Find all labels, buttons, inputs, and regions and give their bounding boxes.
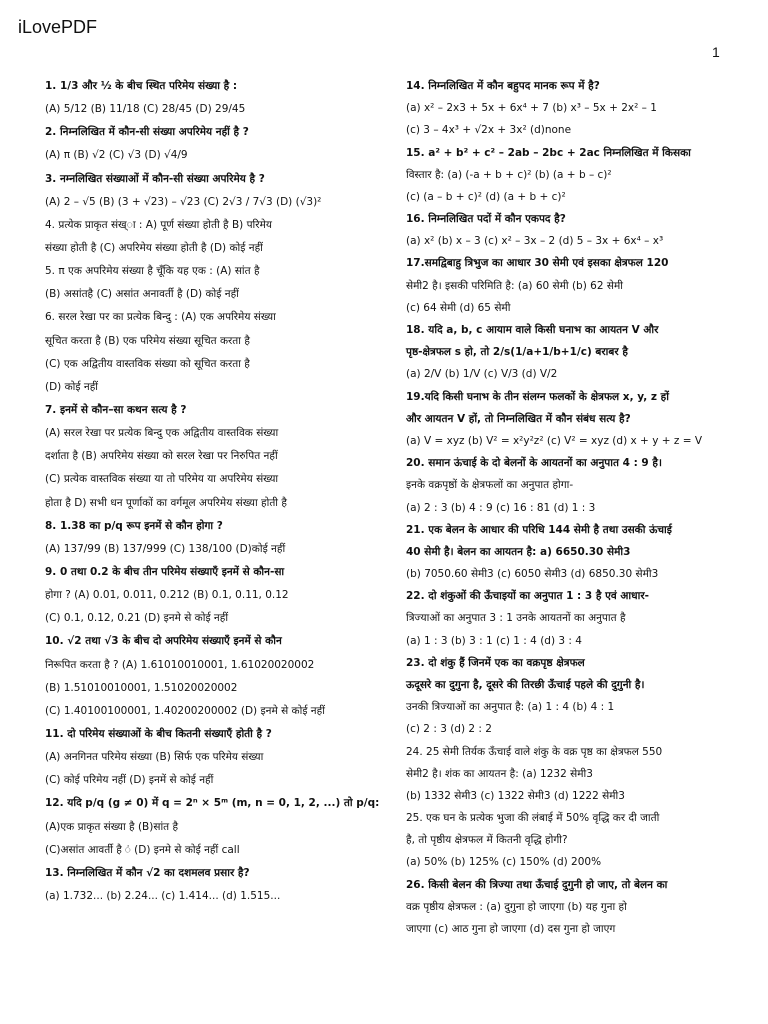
text-line: 11. दो परिमेय संख्याओं के बीच कितनी संख्याएँ होती है ? bbox=[45, 728, 272, 740]
text-line: (C) 1.40100100001, 1.40200200002 (D) इनमे से कोई नहीं bbox=[45, 704, 325, 717]
text-line: (b) 7050.60 सेमी3 (c) 6050 सेमी3 (d) 6850.30 सेमी3 bbox=[406, 568, 659, 581]
text-line: (A) π (B) √2 (C) √3 (D) √4/9 bbox=[45, 149, 188, 162]
text-line: (c) 64 सेमी (d) 65 सेमी bbox=[406, 301, 511, 314]
text-line: 8. 1.38 का p/q रूप इनमें से कौन होगा ? bbox=[45, 519, 223, 532]
text-line: सेमी2 है। इसकी परिमिति है: (a) 60 सेमी (b) 62 सेमी bbox=[406, 279, 623, 292]
text-line: (A)एक प्राकृत संख्या है (B)सांत है bbox=[45, 820, 179, 833]
text-line: विस्तार है: (a) (-a + b + c)² (b) (a + b – c)² bbox=[406, 168, 612, 181]
text-line: 25. एक घन के प्रत्येक भुजा की लंबाई में 50% वृद्धि कर दी जाती bbox=[406, 812, 660, 825]
text-line: (A) सरल रेखा पर प्रत्येक बिन्दु एक अद्वितीय वास्तविक संख्या bbox=[45, 427, 279, 440]
text-line: (C) एक अद्वितीय वास्तविक संख्या को सूचित करता है bbox=[45, 357, 250, 370]
text-line: (A) अनगिनत परिमेय संख्या (B) सिर्फ एक परिमेय संख्या bbox=[45, 751, 264, 764]
text-line: 10. √2 तथा √3 के बीच दो अपरिमेय संख्याएँ इनमें से कौन bbox=[45, 635, 282, 648]
text-line: होता है D) सभी धन पूर्णाकों का वर्गमूल अपरिमेय संख्या होती है bbox=[45, 496, 287, 509]
text-line: पृष्ठ-क्षेत्रफल s हो, तो 2/s(1/a+1/b+1/c) बराबर है bbox=[406, 346, 628, 359]
text-line: (a) 50% (b) 125% (c) 150% (d) 200% bbox=[406, 856, 602, 869]
text-line: ऊदूसरे का दुगुना है, दूसरे की तिरछी ऊँचाई पहले की दुगुनी है। bbox=[406, 678, 645, 691]
text-line: 15. a² + b² + c² – 2ab – 2bc + 2ac निम्नलिखित में किसका bbox=[406, 146, 691, 159]
text-line: संख्या होती है (C) अपरिमेय संख्या होती है (D) कोई नहीं bbox=[45, 242, 263, 254]
text-line: 5. π एक अपरिमेय संख्या है चूँकि यह एक : (A) सांत है bbox=[45, 265, 260, 278]
text-line: (A) 137/99 (B) 137/999 (C) 138/100 (D)कोई नहीं bbox=[45, 542, 286, 555]
text-line: है, तो पृष्ठीय क्षेत्रफल में कितनी वृद्धि होगी? bbox=[406, 834, 568, 847]
text-line: (B) 1.51010010001, 1.51020020002 bbox=[45, 681, 238, 694]
text-line: (c) (a – b + c)² (d) (a + b + c)² bbox=[406, 190, 566, 203]
text-line: (C) कोई परिमेय नहीं (D) इनमें से कोई नहीं bbox=[45, 774, 214, 787]
text-line: 4. प्रत्येक प्राकृत संख्ा : A) पूर्ण संख्या होती है B) परिमेय bbox=[45, 218, 272, 231]
text-line: 9. 0 तथा 0.2 के बीच तीन परिमेय संख्याएँ इनमें से कौन-सा bbox=[45, 566, 285, 578]
text-line: (a) x² – 2x3 + 5x + 6x⁴ + 7 (b) x³ – 5x + 2x² – 1 bbox=[406, 102, 657, 115]
text-line: और आयतन V हों, तो निम्नलिखित में कौन संबंध सत्य है? bbox=[406, 412, 631, 425]
text-line: सेमी2 है। शंक का आयतन है: (a) 1232 सेमी3 bbox=[406, 767, 593, 780]
text-line: (a) 2 : 3 (b) 4 : 9 (c) 16 : 81 (d) 1 : 3 bbox=[406, 501, 596, 514]
text-line: (A) 5/12 (B) 11/18 (C) 28/45 (D) 29/45 bbox=[45, 103, 246, 116]
text-line: 16. निम्नलिखित पदों में कौन एकपद है? bbox=[406, 213, 566, 226]
text-line: इनके वक्रपृष्ठों के क्षेत्रफलों का अनुपात होगा- bbox=[406, 479, 574, 492]
text-line: निरूपित करता है ? (A) 1.61010010001, 1.61020020002 bbox=[45, 658, 315, 671]
text-line: (C)असांत आवर्ती है ं (D) इनमे से कोई नहीं call bbox=[45, 843, 240, 856]
text-line: 6. सरल रेखा पर का प्रत्येक बिन्दु : (A) एक अपरिमेय संख्या bbox=[45, 311, 276, 324]
text-line: (b) 1332 सेमी3 (c) 1322 सेमी3 (d) 1222 सेमी3 bbox=[406, 789, 625, 802]
text-line: 17.समद्विबाहु त्रिभुज का आधार 30 सेमी एवं इसका क्षेत्रफल 120 bbox=[406, 257, 669, 270]
text-line: (B) असांतहै (C) असांत अनावर्ती है (D) कोई नहीं bbox=[45, 288, 239, 301]
text-line: 12. यदि p/q (g ≠ 0) में q = 2ⁿ × 5ᵐ (m, n = 0, 1, 2, ...) तो p/q: bbox=[45, 797, 380, 810]
text-line: (C) प्रत्येक वास्तविक संख्या या तो परिमेय या अपरिमेय संख्या bbox=[45, 473, 279, 486]
text-line: 2. निम्नलिखित में कौन-सी संख्या अपरिमेय नहीं है ? bbox=[45, 126, 249, 139]
text-line: 1. 1/3 और ½ के बीच स्थित परिमेय संख्या है : bbox=[45, 80, 238, 92]
text-line: उनकी त्रिज्याओं का अनुपात है: (a) 1 : 4 (b) 4 : 1 bbox=[406, 701, 615, 714]
text-line: 3. नम्नलिखित संख्याओं में कौन-सी संख्या अपरिमेय है ? bbox=[45, 172, 265, 185]
page-number: 1 bbox=[712, 44, 720, 60]
text-line: (A) 2 – √5 (B) (3 + √23) – √23 (C) 2√3 / 7√3 (D) (√3)² bbox=[45, 195, 322, 208]
text-line: 23. दो शंकु हैं जिनमें एक का वक्रपृष्ठ क्षेत्रफल bbox=[406, 656, 585, 669]
text-line: 14. निम्नलिखित में कौन बहुपद मानक रूप में है? bbox=[406, 80, 600, 92]
text-line: जाएगा (c) आठ गुना हो जाएगा (d) दस गुना हो जाएग bbox=[406, 923, 616, 935]
text-line: 7. इनमें से कौन–सा कथन सत्य है ? bbox=[45, 404, 187, 416]
text-line: (a) 1 : 3 (b) 3 : 1 (c) 1 : 4 (d) 3 : 4 bbox=[406, 634, 582, 647]
text-line: (a) V = xyz (b) V² = x²y²z² (c) V² = xyz (d) x + y + z = V bbox=[406, 434, 703, 447]
text-line: सूचित करता है (B) एक परिमेय संख्या सूचित करता है bbox=[45, 334, 250, 347]
text-line: त्रिज्याओं का अनुपात 3 : 1 उनके आयतनों का अनुपात है bbox=[406, 612, 626, 625]
text-line: (D) कोई नहीं bbox=[45, 380, 99, 393]
text-line: (c) 3 – 4x³ + √2x + 3x² (d)none bbox=[406, 124, 572, 137]
text-line: 18. यदि a, b, c आयाम वाले किसी घनाभ का आयतन V और bbox=[406, 324, 659, 337]
text-line: (a) x² (b) x – 3 (c) x² – 3x – 2 (d) 5 – 3x + 6x⁴ – x³ bbox=[406, 235, 664, 248]
text-line: 40 सेमी है। बेलन का आयतन है: a) 6650.30 सेमी3 bbox=[406, 545, 631, 558]
text-line: 22. दो शंकुओं की ऊँचाइयों का अनुपात 1 : 3 है एवं आधार- bbox=[406, 590, 649, 603]
text-line: 26. किसी बेलन की त्रिज्या तथा ऊँचाई दुगुनी हो जाए, तो बेलन का bbox=[406, 878, 668, 891]
text-line: (a) 2/V (b) 1/V (c) V/3 (d) V/2 bbox=[406, 368, 558, 381]
text-line: दर्शाता है (B) अपरिमेय संख्या को सरल रेखा पर निरुपित नहीं bbox=[45, 450, 278, 463]
brand-logo-text: iLovePDF bbox=[18, 17, 98, 37]
text-line: (a) 1.732... (b) 2.24... (c) 1.414... (d) 1.515... bbox=[45, 890, 281, 902]
text-line: 13. निम्नलिखित में कौन √2 का दशमलव प्रसार है? bbox=[45, 866, 250, 879]
text-line: (c) 2 : 3 (d) 2 : 2 bbox=[406, 723, 492, 736]
text-line: (C) 0.1, 0.12, 0.21 (D) इनमे से कोई नहीं bbox=[45, 612, 229, 625]
text-line: 21. एक बेलन के आधार की परिधि 144 सेमी है तथा उसकी ऊंचाई bbox=[406, 523, 672, 536]
text-line: 19.यदि किसी घनाभ के तीन संलग्न फलकों के क्षेत्रफल x, y, z हों bbox=[406, 390, 669, 403]
text-line: 24. 25 सेमी तिर्यक ऊँचाई वाले शंकु के वक्र पृष्ठ का क्षेत्रफल 550 bbox=[406, 745, 663, 758]
text-line: होगा ? (A) 0.01, 0.011, 0.212 (B) 0.1, 0.11, 0.12 bbox=[45, 589, 289, 602]
text-line: वक्र पृष्ठीय क्षेत्रफल : (a) दुगुना हो जाएगा (b) यह गुना हो bbox=[406, 900, 627, 913]
text-line: 20. समान ऊंचाई के दो बेलनों के आयतनों का अनुपात 4 : 9 है। bbox=[406, 457, 662, 470]
